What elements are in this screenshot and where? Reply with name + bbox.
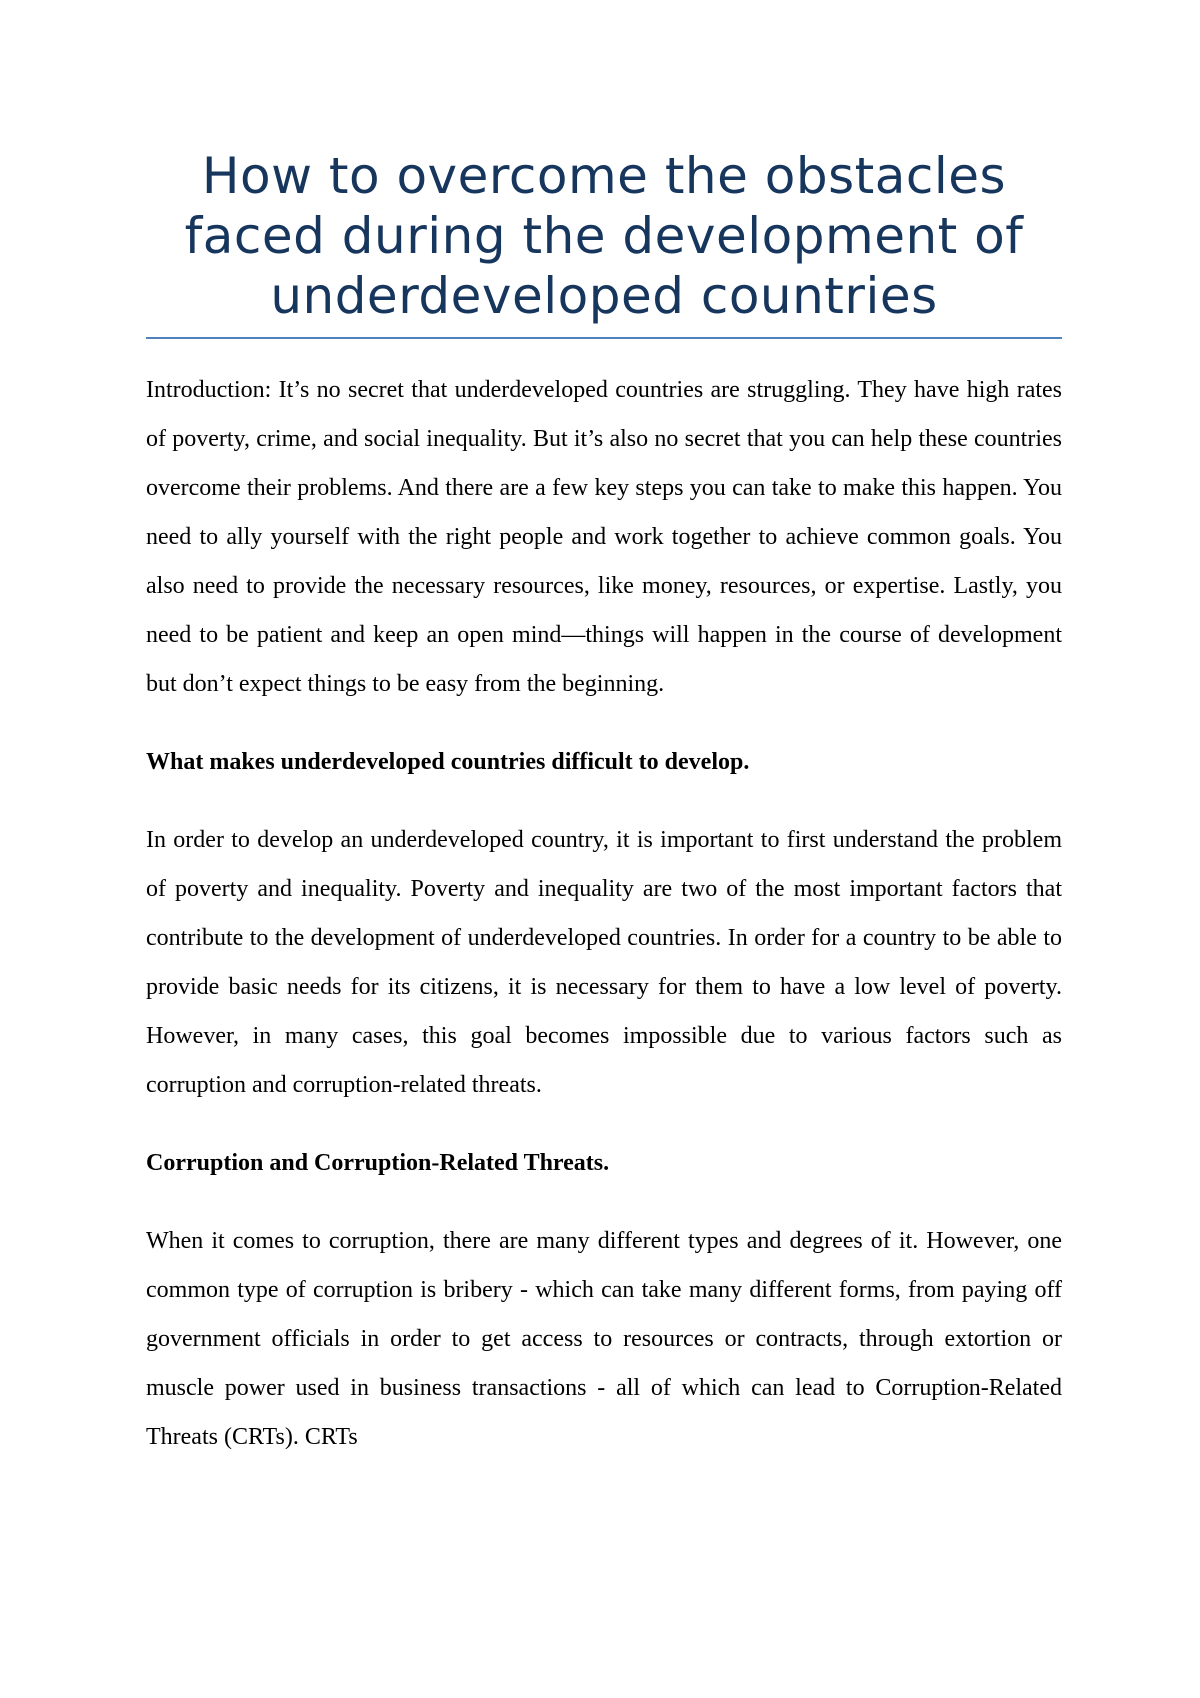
- intro-paragraph: Introduction: It’s no secret that underdeveloped countries are struggling. They have high rates of poverty, crime, and social inequality. But it’s also no secret that you can help these countries overcome their problems. And there are a few key steps you can take to make this happen. You need to ally yourself with the right people and work together to achieve common goals. You also need to provide the necessary resources, like money, resources, or expertise. Lastly, you need to be patient and keep an open mind—things will happen in the course of development but don’t expect things to be easy from the beginning.: [146, 377, 1062, 697]
- paragraph-spacer: [146, 1110, 1062, 1139]
- section-heading-corruption: Corruption and Corruption-Related Threats.: [146, 1150, 610, 1176]
- paragraph-spacer: [146, 709, 1062, 738]
- difficulty-paragraph: In order to develop an underdeveloped country, it is important to first understand the problem of poverty and inequality. Poverty and inequality are two of the most important factors that contribute to the development of underdeveloped countries. In order for a country to be able to provide basic needs for its citizens, it is necessary for them to have a low level of poverty. However, in many cases, this goal becomes impossible due to various factors such as corruption and corruption-related threats.: [146, 827, 1062, 1098]
- paragraph-spacer: [146, 787, 1062, 816]
- paragraph-spacer: [146, 1188, 1062, 1217]
- title-block: [146, 146, 1062, 326]
- document-title: How to overcome the obstacles faced during the development of underdeveloped countries: [184, 147, 1024, 325]
- title-underline-divider: [146, 337, 1062, 339]
- section-heading-difficulty: What makes underdeveloped countries difficult to develop.: [146, 749, 750, 775]
- corruption-paragraph: When it comes to corruption, there are many different types and degrees of it. However, one common type of corruption is bribery - which can take many different forms, from paying off government officials in order to get access to resources or contracts, through extortion or muscle power used in business transactions - all of which can lead to Corruption-Related Threats (CRTs). CRTs: [146, 1228, 1062, 1450]
- document-body: [146, 366, 1062, 1462]
